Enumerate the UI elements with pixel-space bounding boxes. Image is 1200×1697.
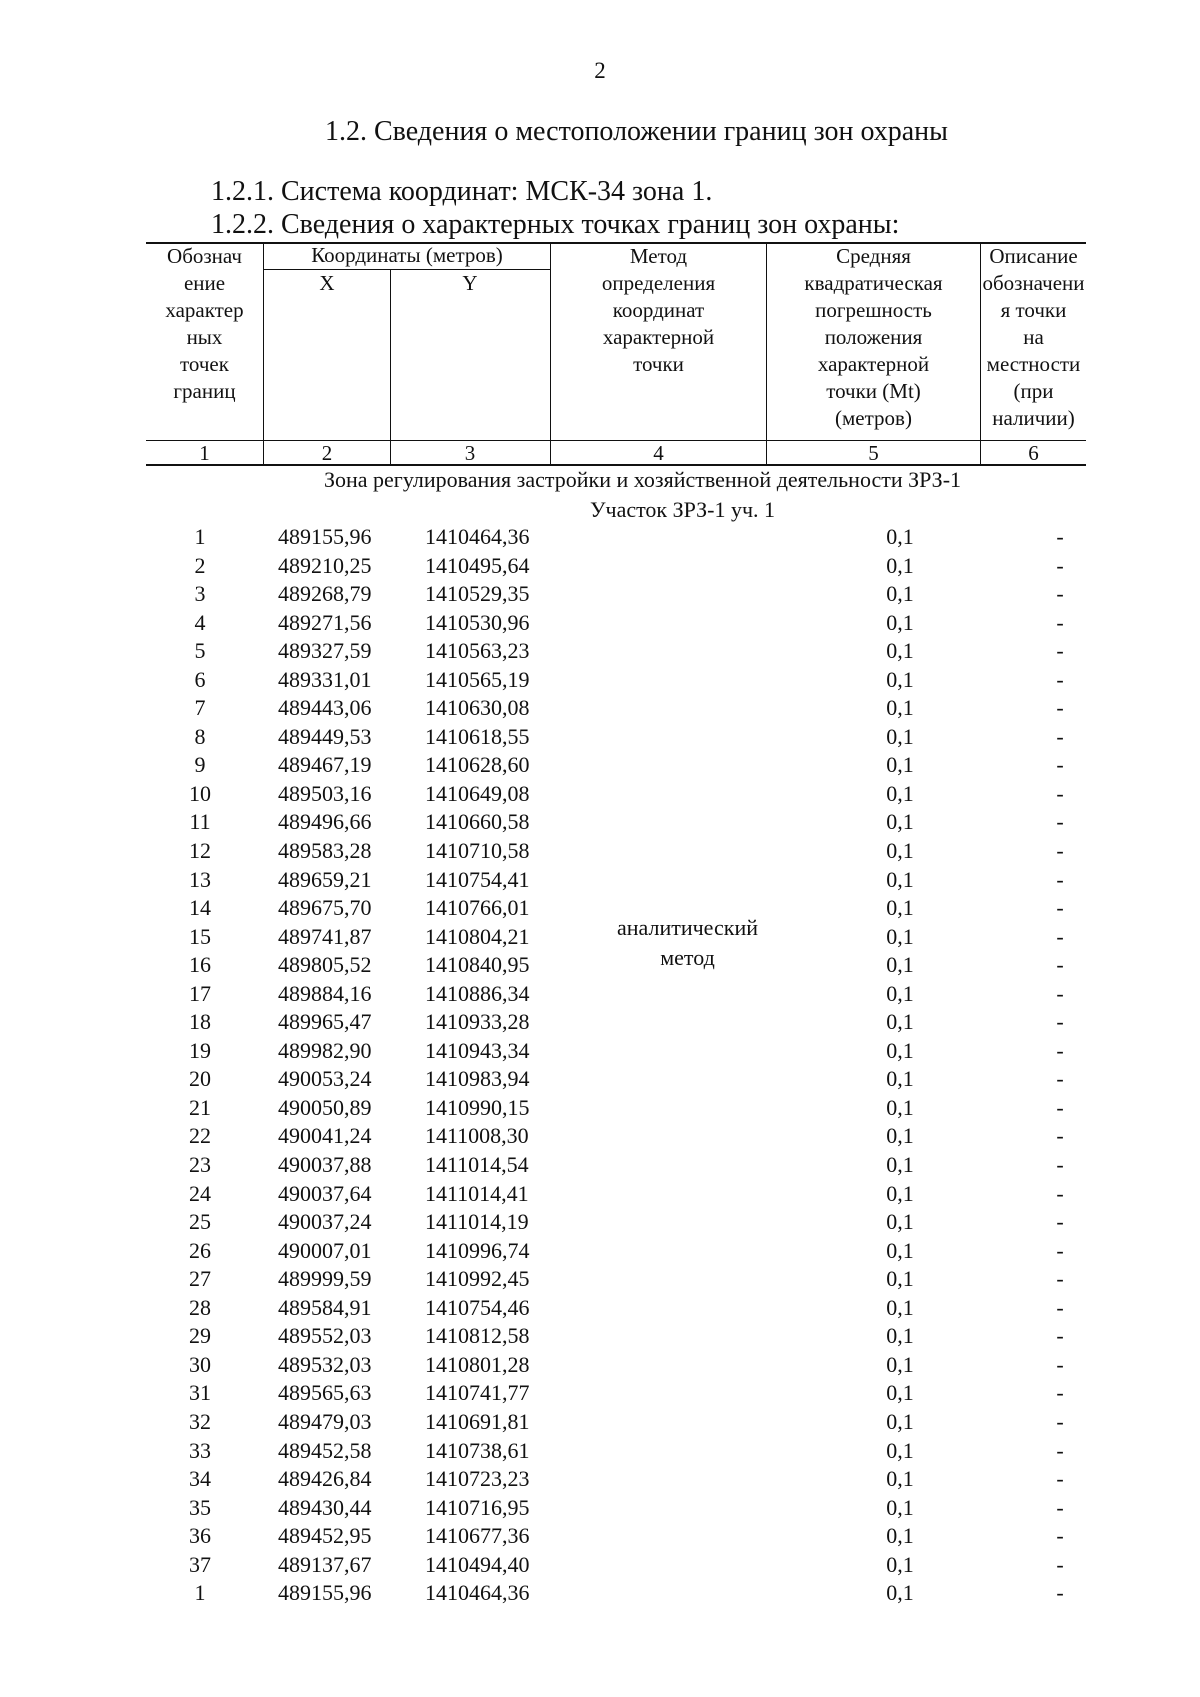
header-text-line: местности	[986, 352, 1081, 376]
header-mean-square-error	[767, 243, 980, 432]
point-number: 31	[189, 1380, 211, 1406]
point-description: -	[1056, 1351, 1064, 1377]
coord-y: 1410723,23	[425, 1466, 530, 1492]
coord-x: 489137,67	[278, 1551, 372, 1577]
table-row	[0, 838, 1200, 867]
header-text-line: границ	[173, 379, 236, 403]
mean-square-error: 0,1	[886, 1152, 914, 1178]
point-number: 3	[194, 581, 206, 607]
method-cell	[575, 913, 800, 973]
coord-y: 1410529,35	[425, 581, 530, 607]
point-description: -	[1056, 552, 1064, 578]
table-row	[0, 1038, 1200, 1067]
point-description: -	[1056, 1237, 1064, 1263]
point-description: -	[1056, 1066, 1064, 1092]
mean-square-error: 0,1	[886, 1466, 914, 1492]
point-description: -	[1056, 1494, 1064, 1520]
point-description: -	[1056, 780, 1064, 806]
point-number: 20	[189, 1066, 211, 1092]
coord-y: 1410618,55	[425, 723, 530, 749]
table-row	[0, 1380, 1200, 1409]
point-description: -	[1056, 1466, 1064, 1492]
point-description: -	[1056, 524, 1064, 549]
coord-x: 489452,95	[278, 1523, 372, 1549]
point-description: -	[1056, 1094, 1064, 1120]
header-text-line: Метод	[629, 244, 688, 268]
mean-square-error: 0,1	[886, 895, 914, 921]
method-text-line: метод	[660, 945, 715, 970]
coord-y: 1411014,41	[425, 1180, 529, 1206]
header-text-line: (метров)	[835, 406, 912, 430]
mean-square-error: 0,1	[886, 723, 914, 749]
point-description: -	[1056, 1323, 1064, 1349]
coord-x: 489552,03	[278, 1323, 372, 1349]
table-row	[0, 1323, 1200, 1352]
header-text-line: обозначени	[982, 271, 1085, 295]
coord-x: 489741,87	[278, 923, 372, 949]
point-description: -	[1056, 1551, 1064, 1577]
table-row	[0, 1123, 1200, 1152]
point-description: -	[1056, 666, 1064, 692]
coord-x: 489452,58	[278, 1437, 372, 1463]
coord-y: 1410738,61	[425, 1437, 530, 1463]
point-number: 8	[194, 723, 206, 749]
mean-square-error: 0,1	[886, 809, 914, 835]
coord-y: 1411008,30	[425, 1123, 529, 1149]
header-text-line: Средняя	[836, 244, 911, 268]
point-number: 16	[189, 952, 211, 978]
point-number: 15	[189, 923, 211, 949]
header-text-line: точек	[180, 352, 229, 376]
table-row	[0, 1295, 1200, 1324]
header-text-line: точки (Mt)	[826, 379, 921, 403]
point-number: 2	[194, 552, 206, 578]
mean-square-error: 0,1	[886, 1009, 914, 1035]
coord-y: 1410943,34	[425, 1037, 530, 1063]
point-description: -	[1056, 1209, 1064, 1235]
point-number: 6	[194, 666, 206, 692]
mean-square-error: 0,1	[886, 1066, 914, 1092]
mean-square-error: 0,1	[886, 780, 914, 806]
point-description: -	[1056, 1437, 1064, 1463]
coord-y: 1410741,77	[425, 1380, 530, 1406]
point-number: 1	[194, 524, 206, 549]
table-row	[0, 581, 1200, 610]
mean-square-error: 0,1	[886, 552, 914, 578]
coord-y: 1410716,95	[425, 1494, 530, 1520]
header-y: Y	[462, 271, 478, 295]
column-number: 5	[868, 441, 879, 465]
point-number: 10	[189, 780, 211, 806]
point-number: 27	[189, 1266, 211, 1292]
mean-square-error: 0,1	[886, 1266, 914, 1292]
point-number: 18	[189, 1009, 211, 1035]
mean-square-error: 0,1	[886, 695, 914, 721]
coord-y: 1410660,58	[425, 809, 530, 835]
header-text-line: точки	[633, 352, 684, 376]
point-description: -	[1056, 1523, 1064, 1549]
mean-square-error: 0,1	[886, 838, 914, 864]
coord-x: 490050,89	[278, 1094, 372, 1120]
point-description: -	[1056, 1037, 1064, 1063]
method-text-line: аналитический	[616, 915, 758, 940]
coord-y: 1410996,74	[425, 1237, 530, 1263]
coord-x: 489565,63	[278, 1380, 372, 1406]
header-text-line: Описание	[989, 244, 1078, 268]
header-point-description	[981, 243, 1086, 432]
point-number: 25	[189, 1209, 211, 1235]
point-description: -	[1056, 723, 1064, 749]
coord-x: 489467,19	[278, 752, 372, 778]
point-number: 1	[194, 1580, 206, 1606]
mean-square-error: 0,1	[886, 1380, 914, 1406]
coord-x: 490041,24	[278, 1123, 372, 1149]
coord-y: 1410754,46	[425, 1294, 530, 1320]
coord-y: 1411014,19	[425, 1209, 529, 1235]
mean-square-error: 0,1	[886, 1437, 914, 1463]
point-number: 23	[189, 1152, 211, 1178]
mean-square-error: 0,1	[886, 1494, 914, 1520]
point-number: 37	[189, 1551, 211, 1577]
column-number: 1	[199, 441, 210, 465]
point-number: 30	[189, 1351, 211, 1377]
subsection-boundary-points: 1.2.2. Сведения о характерных точках границ зон охраны:	[211, 209, 900, 240]
coord-y: 1410990,15	[425, 1094, 530, 1120]
point-description: -	[1056, 838, 1064, 864]
point-description: -	[1056, 1408, 1064, 1434]
coord-y: 1410766,01	[425, 895, 530, 921]
section-title: 1.2. Сведения о местоположении границ зон охраны	[325, 116, 948, 147]
coord-y: 1410630,08	[425, 695, 530, 721]
coord-x: 490037,88	[278, 1152, 372, 1178]
mean-square-error: 0,1	[886, 952, 914, 978]
mean-square-error: 0,1	[886, 980, 914, 1006]
table-row	[0, 1066, 1200, 1095]
point-number: 13	[189, 866, 211, 892]
coord-x: 489496,66	[278, 809, 372, 835]
coord-y: 1410812,58	[425, 1323, 530, 1349]
column-number: 2	[321, 441, 333, 465]
point-description: -	[1056, 952, 1064, 978]
coord-x: 490037,24	[278, 1209, 372, 1235]
table-row	[0, 1466, 1200, 1495]
coord-y: 1410754,41	[425, 866, 530, 892]
header-text-line: я точки	[1000, 298, 1067, 322]
point-number: 11	[189, 809, 211, 835]
table-row	[0, 752, 1200, 781]
table-row	[0, 1009, 1200, 1038]
point-number: 5	[194, 638, 206, 664]
header-text-line: квадратическая	[804, 271, 943, 295]
table-row	[0, 638, 1200, 667]
mean-square-error: 0,1	[886, 1294, 914, 1320]
mean-square-error: 0,1	[886, 581, 914, 607]
header-text-line: на	[1023, 325, 1044, 349]
coord-y: 1410495,64	[425, 552, 530, 578]
coord-x: 489430,44	[278, 1494, 372, 1520]
header-text-line: погрешность	[815, 298, 932, 322]
table-row	[0, 524, 1200, 553]
point-number: 29	[189, 1323, 211, 1349]
coord-y: 1410983,94	[425, 1066, 530, 1092]
point-description: -	[1056, 1380, 1064, 1406]
point-number: 32	[189, 1408, 211, 1434]
coord-x: 489331,01	[278, 666, 372, 692]
point-description: -	[1056, 1266, 1064, 1292]
point-description: -	[1056, 581, 1064, 607]
point-description: -	[1056, 1123, 1064, 1149]
coord-x: 489426,84	[278, 1466, 372, 1492]
mean-square-error: 0,1	[886, 1094, 914, 1120]
header-text-line: положения	[824, 325, 923, 349]
mean-square-error: 0,1	[886, 1580, 914, 1606]
coord-y: 1410628,60	[425, 752, 530, 778]
header-text-line: ение	[183, 271, 226, 295]
point-number: 28	[189, 1294, 211, 1320]
coord-x: 489155,96	[278, 524, 372, 549]
table-body	[0, 524, 1200, 1609]
table-row	[0, 1095, 1200, 1124]
coord-x: 490037,64	[278, 1180, 372, 1206]
coord-y: 1410464,36	[425, 1580, 530, 1606]
mean-square-error: 0,1	[886, 923, 914, 949]
table-row	[0, 867, 1200, 896]
point-description: -	[1056, 1294, 1064, 1320]
point-number: 26	[189, 1237, 211, 1263]
coord-x: 489155,96	[278, 1580, 372, 1606]
mean-square-error: 0,1	[886, 1323, 914, 1349]
table-row	[0, 724, 1200, 753]
coord-x: 489884,16	[278, 980, 372, 1006]
point-description: -	[1056, 866, 1064, 892]
table-row	[0, 809, 1200, 838]
coord-y: 1410886,34	[425, 980, 530, 1006]
plot-title: Участок ЗРЗ-1 уч. 1	[589, 497, 776, 522]
column-number: 6	[1028, 441, 1039, 465]
coord-y: 1410801,28	[425, 1351, 530, 1377]
point-number: 33	[189, 1437, 211, 1463]
coord-x: 489271,56	[278, 609, 372, 635]
mean-square-error: 0,1	[886, 609, 914, 635]
point-description: -	[1056, 695, 1064, 721]
mean-square-error: 0,1	[886, 1351, 914, 1377]
coord-y: 1410710,58	[425, 838, 530, 864]
zone-title: Зона регулирования застройки и хозяйственной деятельности ЗРЗ-1	[323, 467, 962, 492]
point-number: 21	[189, 1094, 211, 1120]
table-row	[0, 1552, 1200, 1581]
table-row	[0, 1266, 1200, 1295]
point-description: -	[1056, 1580, 1064, 1606]
point-description: -	[1056, 1152, 1064, 1178]
header-text-line: координат	[612, 298, 705, 322]
point-description: -	[1056, 1009, 1064, 1035]
subsection-coordinate-system: 1.2.1. Система координат: МСК-34 зона 1.	[211, 176, 713, 207]
point-number: 35	[189, 1494, 211, 1520]
mean-square-error: 0,1	[886, 1551, 914, 1577]
coord-x: 489584,91	[278, 1294, 372, 1320]
point-number: 24	[189, 1180, 211, 1206]
coord-x: 489675,70	[278, 895, 372, 921]
coord-y: 1410530,96	[425, 609, 530, 635]
header-text-line: определения	[601, 271, 716, 295]
mean-square-error: 0,1	[886, 752, 914, 778]
header-divider-2	[390, 269, 391, 465]
table-row	[0, 1409, 1200, 1438]
header-x: X	[319, 271, 335, 295]
coord-x: 489210,25	[278, 552, 372, 578]
point-description: -	[1056, 752, 1064, 778]
point-number: 34	[189, 1466, 211, 1492]
coord-y: 1410804,21	[425, 923, 530, 949]
coord-y: 1410649,08	[425, 780, 530, 806]
point-number: 22	[189, 1123, 211, 1149]
coord-x: 489532,03	[278, 1351, 372, 1377]
point-description: -	[1056, 809, 1064, 835]
mean-square-error: 0,1	[886, 524, 914, 549]
header-method	[551, 243, 766, 378]
page-number: 2	[594, 58, 606, 83]
point-number: 4	[194, 609, 206, 635]
table-row	[0, 1495, 1200, 1524]
point-number: 7	[194, 695, 206, 721]
point-number: 9	[194, 752, 206, 778]
point-description: -	[1056, 1180, 1064, 1206]
point-number: 12	[189, 838, 211, 864]
column-number: 4	[653, 441, 664, 465]
header-text-line: Обознач	[167, 244, 242, 268]
column-number: 3	[464, 441, 476, 465]
header-text-line: характерной	[817, 352, 930, 376]
mean-square-error: 0,1	[886, 1408, 914, 1434]
coord-x: 489982,90	[278, 1037, 372, 1063]
table-row	[0, 1580, 1200, 1609]
point-description: -	[1056, 609, 1064, 635]
point-description: -	[1056, 980, 1064, 1006]
table-row	[0, 667, 1200, 696]
table-row	[0, 1209, 1200, 1238]
mean-square-error: 0,1	[886, 666, 914, 692]
coord-y: 1410494,40	[425, 1551, 530, 1577]
coord-y: 1410992,45	[425, 1266, 530, 1292]
table-row	[0, 1181, 1200, 1210]
header-text-line: характерной	[602, 325, 715, 349]
table-row	[0, 781, 1200, 810]
coord-x: 489479,03	[278, 1408, 372, 1434]
mean-square-error: 0,1	[886, 1180, 914, 1206]
point-number: 14	[189, 895, 211, 921]
coord-x: 489999,59	[278, 1266, 372, 1292]
mean-square-error: 0,1	[886, 638, 914, 664]
mean-square-error: 0,1	[886, 1237, 914, 1263]
coord-x: 489965,47	[278, 1009, 372, 1035]
mean-square-error: 0,1	[886, 866, 914, 892]
coord-x: 489503,16	[278, 780, 372, 806]
table-row	[0, 1438, 1200, 1467]
coord-x: 489327,59	[278, 638, 372, 664]
coord-y: 1410464,36	[425, 524, 530, 549]
coord-x: 489449,53	[278, 723, 372, 749]
coord-y: 1411014,54	[425, 1152, 529, 1178]
point-number: 36	[189, 1523, 211, 1549]
header-text-line: (при	[1013, 379, 1054, 403]
mean-square-error: 0,1	[886, 1209, 914, 1235]
point-description: -	[1056, 923, 1064, 949]
coord-y: 1410691,81	[425, 1408, 530, 1434]
mean-square-error: 0,1	[886, 1523, 914, 1549]
table-row	[0, 610, 1200, 639]
header-coordinates-group: Координаты (метров)	[311, 243, 503, 267]
coord-y: 1410565,19	[425, 666, 530, 692]
table-row	[0, 1238, 1200, 1267]
table-row	[0, 981, 1200, 1010]
point-description: -	[1056, 895, 1064, 921]
coord-x: 490007,01	[278, 1237, 372, 1263]
header-text-line: ных	[186, 325, 223, 349]
header-point-designation	[146, 243, 263, 405]
table-row	[0, 1352, 1200, 1381]
coord-y: 1410677,36	[425, 1523, 530, 1549]
coord-y: 1410840,95	[425, 952, 530, 978]
table-row	[0, 695, 1200, 724]
mean-square-error: 0,1	[886, 1123, 914, 1149]
header-text-line: характер	[165, 298, 244, 322]
mean-square-error: 0,1	[886, 1037, 914, 1063]
coord-x: 489443,06	[278, 695, 372, 721]
table-header	[146, 242, 1086, 465]
coord-x: 489659,21	[278, 866, 372, 892]
coord-x: 490053,24	[278, 1066, 372, 1092]
coord-x: 489268,79	[278, 581, 372, 607]
coord-y: 1410563,23	[425, 638, 530, 664]
coord-x: 489583,28	[278, 838, 372, 864]
point-number: 19	[189, 1037, 211, 1063]
coord-y: 1410933,28	[425, 1009, 530, 1035]
coord-x: 489805,52	[278, 952, 372, 978]
table-row	[0, 553, 1200, 582]
header-text-line: наличии)	[992, 406, 1075, 430]
point-number: 17	[189, 980, 211, 1006]
table-row	[0, 1523, 1200, 1552]
table-row	[0, 1152, 1200, 1181]
point-description: -	[1056, 638, 1064, 664]
